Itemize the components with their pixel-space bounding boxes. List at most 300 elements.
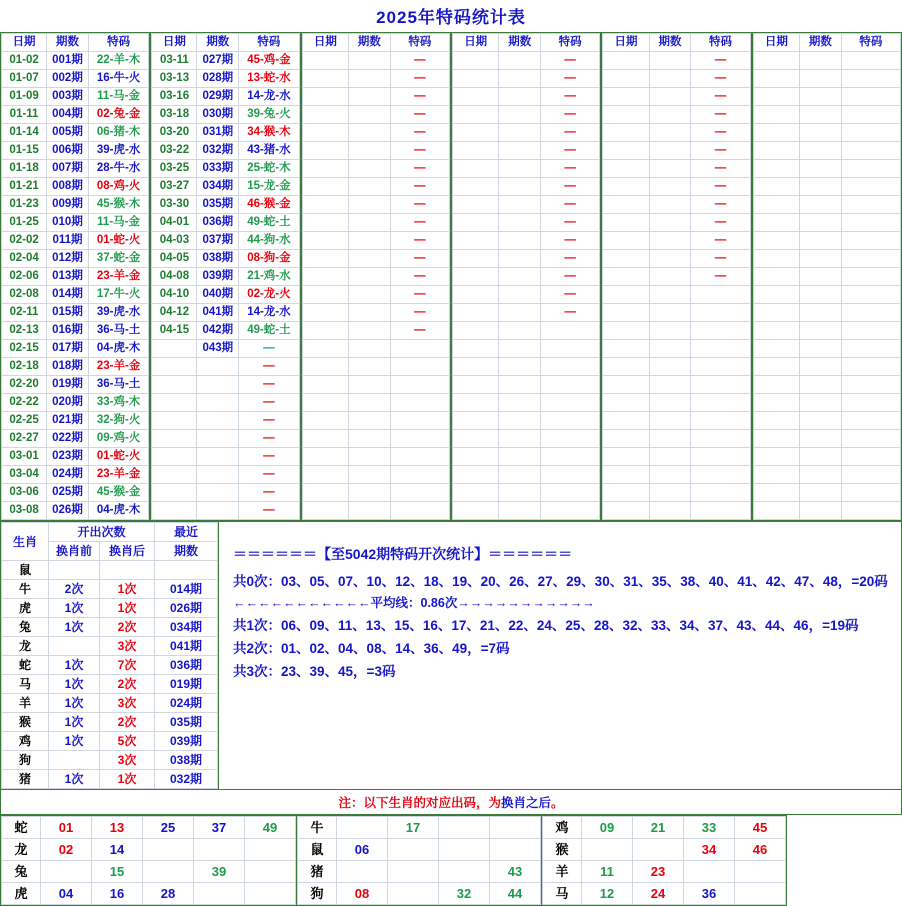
cell-issue	[499, 88, 541, 106]
cell-special: 13-蛇-水	[239, 70, 299, 88]
zodiac-stats-table	[1, 522, 218, 789]
cell-issue	[499, 448, 541, 466]
cell-zodiac-name: 蛇	[2, 817, 41, 839]
table-row	[2, 340, 149, 358]
cell-special: —	[390, 52, 449, 70]
header-issue: 期数	[800, 34, 842, 52]
cell-date	[753, 466, 799, 484]
cell-special: —	[239, 466, 299, 484]
cell-date	[603, 214, 649, 232]
table-row	[603, 70, 750, 88]
cell-date	[603, 412, 649, 430]
cell-date	[302, 376, 348, 394]
cell-issue	[349, 232, 391, 250]
cell-number: 09	[582, 817, 633, 839]
cell-date	[302, 286, 348, 304]
table-row	[2, 178, 149, 196]
table-row	[603, 304, 750, 322]
header-issue: 期数	[649, 34, 691, 52]
cell-recent-issue	[155, 561, 218, 580]
table-row	[753, 340, 900, 358]
cell-special: —	[691, 178, 750, 196]
cell-zodiac-name: 狗	[298, 883, 337, 905]
cell-zodiac-name: 猪	[2, 770, 49, 789]
cell-issue: 015期	[47, 304, 89, 322]
cell-date	[152, 484, 197, 502]
table-row	[603, 232, 750, 250]
cell-number: 49	[245, 817, 296, 839]
table-row	[152, 340, 299, 358]
cell-recent-issue: 019期	[155, 675, 218, 694]
cell-issue	[499, 214, 541, 232]
cell-number: 37	[194, 817, 245, 839]
cell-zodiac-name: 牛	[298, 817, 337, 839]
cell-issue	[349, 52, 391, 70]
table-row	[603, 502, 750, 520]
cell-issue	[800, 160, 842, 178]
table-row	[452, 232, 599, 250]
cell-issue	[649, 304, 691, 322]
header-special: 特码	[841, 34, 900, 52]
zodiac-number-mapping	[0, 815, 902, 906]
cell-issue: 022期	[47, 430, 89, 448]
cell-zodiac-name: 虎	[2, 599, 49, 618]
cell-special	[841, 232, 900, 250]
table-row	[302, 124, 449, 142]
cell-special	[841, 412, 900, 430]
cell-date	[753, 502, 799, 520]
cell-zodiac-name: 猪	[298, 861, 337, 883]
cell-special: 11-马-金	[88, 88, 148, 106]
cell-issue	[349, 394, 391, 412]
cell-special	[390, 376, 449, 394]
cell-special: —	[541, 88, 600, 106]
mapping-row	[543, 839, 786, 861]
cell-date	[452, 52, 498, 70]
cell-date	[302, 340, 348, 358]
cell-date	[452, 142, 498, 160]
cell-number: 46	[735, 839, 786, 861]
cell-issue	[649, 394, 691, 412]
cell-special	[541, 412, 600, 430]
cell-special	[841, 484, 900, 502]
table-row	[603, 106, 750, 124]
cell-date: 04-10	[152, 286, 197, 304]
table-row	[152, 178, 299, 196]
cell-count-pre: 1次	[49, 770, 100, 789]
cell-date: 03-06	[2, 484, 47, 502]
cell-special	[541, 322, 600, 340]
table-row	[603, 268, 750, 286]
cell-special	[691, 430, 750, 448]
cell-date	[452, 484, 498, 502]
cell-special	[841, 214, 900, 232]
cell-special	[691, 358, 750, 376]
cell-number	[143, 861, 194, 883]
table-row	[452, 124, 599, 142]
table-row	[302, 250, 449, 268]
cell-special: —	[691, 52, 750, 70]
cell-special	[691, 412, 750, 430]
cell-issue	[349, 322, 391, 340]
cell-number: 13	[92, 817, 143, 839]
cell-recent-issue: 026期	[155, 599, 218, 618]
cell-number: 39	[194, 861, 245, 883]
cell-date	[603, 160, 649, 178]
cell-special	[841, 304, 900, 322]
header-special: 特码	[239, 34, 299, 52]
table-row	[2, 196, 149, 214]
cell-date	[603, 70, 649, 88]
cell-zodiac-name: 鸡	[2, 732, 49, 751]
cell-special: 01-蛇-火	[88, 448, 148, 466]
cell-date	[452, 322, 498, 340]
mapping-row	[543, 817, 786, 839]
mapping-row	[298, 817, 541, 839]
table-row	[753, 52, 900, 70]
cell-special: —	[390, 250, 449, 268]
cell-special: —	[691, 106, 750, 124]
table-row	[603, 322, 750, 340]
cell-issue	[800, 340, 842, 358]
cell-special	[390, 466, 449, 484]
header-date: 日期	[452, 34, 498, 52]
cell-issue: 013期	[47, 268, 89, 286]
cell-number: 16	[92, 883, 143, 905]
cell-special: —	[239, 430, 299, 448]
cell-count-post: 3次	[100, 694, 155, 713]
cell-issue	[800, 142, 842, 160]
cell-special: —	[541, 196, 600, 214]
cell-issue	[197, 412, 239, 430]
cell-issue	[649, 70, 691, 88]
cell-number: 43	[490, 861, 541, 883]
cell-special	[541, 394, 600, 412]
cell-special: —	[541, 124, 600, 142]
cell-issue: 039期	[197, 268, 239, 286]
cell-date	[302, 160, 348, 178]
cell-issue	[499, 340, 541, 358]
table-row	[753, 196, 900, 214]
cell-date	[753, 304, 799, 322]
cell-issue	[349, 304, 391, 322]
footnote-strip	[0, 790, 902, 815]
table-row	[152, 430, 299, 448]
cell-special: 08-狗-金	[239, 250, 299, 268]
cell-issue	[649, 160, 691, 178]
cell-issue	[197, 448, 239, 466]
table-row	[152, 250, 299, 268]
cell-date	[302, 232, 348, 250]
cell-date	[452, 466, 498, 484]
cell-special	[541, 484, 600, 502]
table-row	[603, 160, 750, 178]
cell-special	[541, 466, 600, 484]
cell-special: 34-猴-木	[239, 124, 299, 142]
header-issue: 期数	[349, 34, 391, 52]
cell-special: —	[390, 142, 449, 160]
table-row	[2, 268, 149, 286]
table-row	[452, 70, 599, 88]
cell-special	[841, 88, 900, 106]
table-row	[2, 160, 149, 178]
cell-issue: 008期	[47, 178, 89, 196]
cell-count-post: 3次	[100, 637, 155, 656]
table-row	[452, 214, 599, 232]
cell-issue	[649, 502, 691, 520]
table-row	[302, 286, 449, 304]
cell-special: 39-虎-水	[88, 142, 148, 160]
table-row	[452, 412, 599, 430]
cell-date	[753, 268, 799, 286]
cell-special: —	[691, 232, 750, 250]
cell-date	[452, 340, 498, 358]
notes-line-2: 共2次：01、02、04、08、14、36、49，=7码	[233, 641, 510, 656]
cell-number: 28	[143, 883, 194, 905]
header-post: 换肖后	[100, 542, 155, 561]
table-row	[152, 286, 299, 304]
cell-issue	[649, 250, 691, 268]
cell-date	[452, 286, 498, 304]
table-row	[302, 340, 449, 358]
cell-special	[841, 106, 900, 124]
table-row	[2, 502, 149, 520]
cell-zodiac-name: 牛	[2, 580, 49, 599]
mapping-table	[542, 816, 786, 905]
cell-special: 23-羊-金	[88, 268, 148, 286]
cell-special: 02-龙-火	[239, 286, 299, 304]
cell-special	[841, 358, 900, 376]
cell-date: 01-02	[2, 52, 47, 70]
results-block	[451, 32, 601, 521]
table-row	[603, 250, 750, 268]
cell-special	[390, 430, 449, 448]
cell-issue	[499, 142, 541, 160]
cell-date	[603, 340, 649, 358]
cell-date: 04-15	[152, 322, 197, 340]
table-row	[603, 430, 750, 448]
cell-date: 03-04	[2, 466, 47, 484]
cell-special	[841, 178, 900, 196]
cell-zodiac-name: 狗	[2, 751, 49, 770]
cell-issue	[349, 484, 391, 502]
cell-date	[302, 358, 348, 376]
table-row	[753, 322, 900, 340]
cell-date	[302, 214, 348, 232]
cell-date	[753, 70, 799, 88]
table-row	[302, 160, 449, 178]
table-row	[2, 250, 149, 268]
cell-number	[439, 861, 490, 883]
cell-date	[302, 178, 348, 196]
cell-count-post: 2次	[100, 618, 155, 637]
cell-number: 17	[388, 817, 439, 839]
cell-date: 01-09	[2, 88, 47, 106]
cell-special: —	[541, 160, 600, 178]
table-row	[452, 52, 599, 70]
cell-date	[302, 70, 348, 88]
cell-issue	[499, 484, 541, 502]
table-row	[753, 430, 900, 448]
table-row	[603, 142, 750, 160]
cell-date	[753, 124, 799, 142]
cell-date	[152, 430, 197, 448]
cell-special	[841, 502, 900, 520]
cell-count-post: 1次	[100, 580, 155, 599]
cell-issue	[349, 88, 391, 106]
cell-date	[603, 466, 649, 484]
cell-special: —	[691, 268, 750, 286]
cell-issue: 005期	[47, 124, 89, 142]
cell-issue	[800, 412, 842, 430]
cell-count-post: 7次	[100, 656, 155, 675]
cell-issue: 037期	[197, 232, 239, 250]
cell-issue	[649, 358, 691, 376]
table-row	[452, 358, 599, 376]
cell-number	[439, 839, 490, 861]
cell-date	[603, 88, 649, 106]
table-row	[753, 142, 900, 160]
cell-special: 23-羊-金	[88, 466, 148, 484]
results-table	[452, 33, 600, 520]
table-row	[2, 88, 149, 106]
cell-issue	[800, 214, 842, 232]
cell-issue: 020期	[47, 394, 89, 412]
table-row	[452, 142, 599, 160]
cell-date	[302, 322, 348, 340]
cell-date	[452, 448, 498, 466]
cell-special: 11-马-金	[88, 214, 148, 232]
cell-issue	[800, 178, 842, 196]
cell-special: —	[541, 142, 600, 160]
cell-issue: 026期	[47, 502, 89, 520]
table-row	[152, 304, 299, 322]
cell-special: —	[390, 196, 449, 214]
cell-issue	[499, 196, 541, 214]
cell-special	[691, 322, 750, 340]
cell-zodiac-name: 羊	[2, 694, 49, 713]
table-header-row	[603, 34, 750, 52]
cell-issue: 025期	[47, 484, 89, 502]
cell-special	[390, 448, 449, 466]
table-row	[603, 448, 750, 466]
header-date: 日期	[302, 34, 348, 52]
cell-count-pre: 1次	[49, 694, 100, 713]
cell-special	[541, 430, 600, 448]
cell-special: —	[239, 394, 299, 412]
cell-date	[452, 250, 498, 268]
table-row	[152, 466, 299, 484]
table-row	[452, 502, 599, 520]
cell-date: 02-13	[2, 322, 47, 340]
cell-recent-issue: 035期	[155, 713, 218, 732]
header-special: 特码	[541, 34, 600, 52]
cell-special	[841, 340, 900, 358]
cell-issue: 021期	[47, 412, 89, 430]
cell-number	[633, 839, 684, 861]
cell-special: 46-猴-金	[239, 196, 299, 214]
table-row	[152, 502, 299, 520]
cell-date: 02-27	[2, 430, 47, 448]
cell-issue	[649, 52, 691, 70]
cell-special: —	[239, 340, 299, 358]
cell-zodiac-name: 猴	[543, 839, 582, 861]
notes-line-0: 共0次：03、05、07、10、12、18、19、20、26、27、29、30、31、35、38、40、41、42、47、48，=20码	[233, 574, 888, 589]
cell-issue	[349, 358, 391, 376]
cell-special	[841, 70, 900, 88]
cell-special: —	[541, 214, 600, 232]
cell-number	[388, 883, 439, 905]
top-blocks	[0, 32, 902, 521]
table-row	[753, 286, 900, 304]
cell-date	[753, 484, 799, 502]
table-row	[452, 196, 599, 214]
cell-date	[603, 430, 649, 448]
table-row	[2, 466, 149, 484]
cell-number: 06	[337, 839, 388, 861]
cell-issue	[349, 142, 391, 160]
cell-zodiac-name: 龙	[2, 637, 49, 656]
cell-date	[753, 340, 799, 358]
table-row	[753, 358, 900, 376]
table-header-row	[302, 34, 449, 52]
cell-date	[452, 376, 498, 394]
cell-date: 02-06	[2, 268, 47, 286]
table-row	[2, 430, 149, 448]
cell-number: 44	[490, 883, 541, 905]
cell-issue: 001期	[47, 52, 89, 70]
cell-issue: 033期	[197, 160, 239, 178]
zodiac-header-row	[2, 523, 218, 542]
table-row	[603, 340, 750, 358]
cell-issue	[499, 412, 541, 430]
mapping-row	[543, 883, 786, 905]
table-row	[302, 412, 449, 430]
table-row	[2, 412, 149, 430]
table-row	[753, 250, 900, 268]
cell-issue	[649, 268, 691, 286]
cell-date: 01-18	[2, 160, 47, 178]
zodiac-row	[2, 675, 218, 694]
table-row	[753, 232, 900, 250]
cell-date	[603, 502, 649, 520]
table-row	[603, 52, 750, 70]
cell-issue	[499, 466, 541, 484]
cell-special: —	[239, 448, 299, 466]
notes-line-1: 共1次：06、09、11、13、15、16、17、21、22、24、25、28、32、33、34、37、43、44、46，=19码	[233, 618, 859, 633]
cell-recent-issue: 034期	[155, 618, 218, 637]
cell-number	[582, 839, 633, 861]
cell-date	[152, 466, 197, 484]
table-row	[302, 70, 449, 88]
cell-special: —	[390, 106, 449, 124]
table-header-row	[452, 34, 599, 52]
statistics-notes-panel	[219, 521, 902, 790]
cell-issue	[197, 484, 239, 502]
cell-special: 39-虎-水	[88, 304, 148, 322]
mapping-row	[2, 817, 296, 839]
cell-issue	[649, 88, 691, 106]
cell-date	[753, 52, 799, 70]
cell-special	[541, 376, 600, 394]
table-row	[152, 484, 299, 502]
cell-issue	[800, 448, 842, 466]
cell-recent-issue: 032期	[155, 770, 218, 789]
cell-number	[337, 861, 388, 883]
cell-date	[152, 412, 197, 430]
table-row	[753, 160, 900, 178]
cell-issue: 010期	[47, 214, 89, 232]
